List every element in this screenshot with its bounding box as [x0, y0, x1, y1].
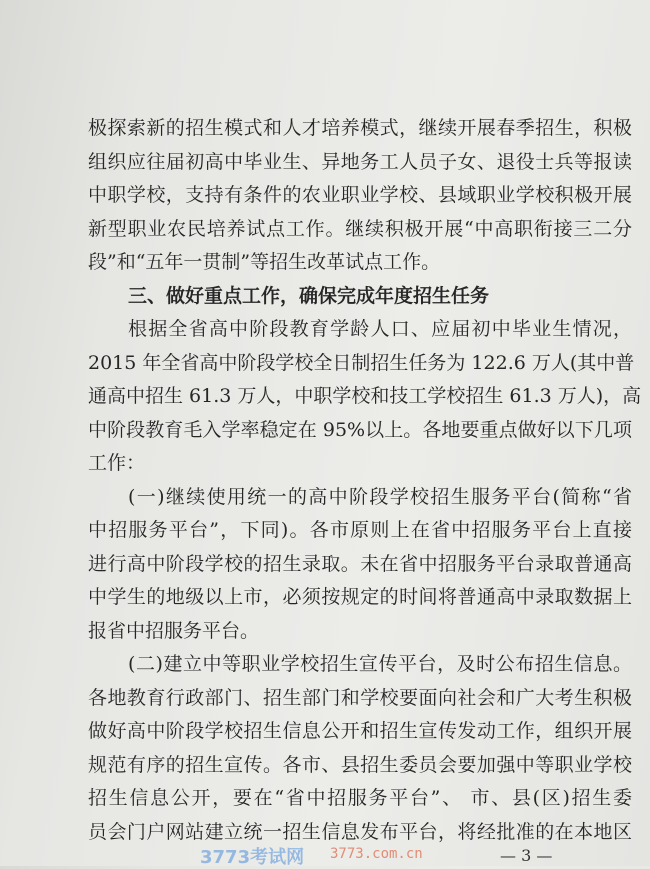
- text-line: 员会门户网站建立统一招生信息发布平台，将经批准的在本地区: [88, 820, 632, 843]
- text-line: 做好高中阶段学校招生信息公开和招生宣传发动工作，组织开展: [88, 720, 632, 742]
- text-line: 极探索新的招生模式和人才培养模式，继续开展春季招生，积极: [88, 117, 632, 139]
- paragraph: [88, 313, 642, 481]
- text-line: 各地教育行政部门、招生部门和学校要面向社会和广大考生积极: [88, 686, 632, 709]
- text-line: 规范有序的招生宣传。各市、县招生委员会要加强中等职业学校: [88, 753, 632, 776]
- text-line: 报省中招服务平台。: [88, 619, 260, 642]
- text-line: 进行高中阶段学校的招生录取。未在省中招服务平台录取普通高: [88, 552, 632, 575]
- text-line: 工作：: [88, 452, 146, 474]
- page-number: — 3 —: [500, 846, 553, 865]
- watermark-url: 3773.com.cn: [330, 846, 423, 862]
- text-line: 组织应往届初高中毕业生、异地务工人员子女、退役士兵等报读: [88, 150, 632, 173]
- document-body: [88, 112, 642, 849]
- paragraph: [88, 112, 632, 280]
- watermark-logo: 3773考试网: [200, 847, 305, 868]
- section-heading: [88, 280, 632, 314]
- text-line: 中阶段教育毛入学率稳定在 95%以上。各地要重点做好以下几项: [88, 418, 632, 441]
- text-line: 2015 年全省高中阶段学校全日制招生任务为 122.6 万人(其中普: [88, 351, 635, 374]
- paragraph: [88, 481, 632, 649]
- text-line: 中招服务平台”，下同)。各市原则上在省中招服务平台上直接: [88, 519, 632, 541]
- text-line: 中职学校，支持有条件的农业职业学校、县域职业学校积极开展: [88, 184, 632, 206]
- text-line: (一)继续使用统一的高中阶段学校招生服务平台(简称“省: [128, 485, 632, 508]
- text-line: 招生信息公开，要在“省中招服务平台”、 市、县(区)招生委: [88, 787, 632, 809]
- text-line: 新型职业农民培养试点工作。继续积极开展“中高职衔接三二分: [88, 217, 632, 240]
- text-line: 三、做好重点工作，确保完成年度招生任务: [128, 284, 490, 307]
- text-line: 通高中招生 61.3 万人，中职学校和技工学校招生 61.3 万人)，高: [88, 385, 642, 407]
- text-line: 段”和“五年一贯制”等招生改革试点工作。: [88, 251, 441, 273]
- text-line: (二)建立中等职业学校招生宣传平台，及时公布招生信息。: [128, 653, 632, 675]
- paragraph: [88, 648, 632, 849]
- text-line: 中学生的地级以上市，必须按规定的时间将普通高中录取数据上: [88, 586, 632, 608]
- text-line: 根据全省高中阶段教育学龄人口、应届初中毕业生情况，: [128, 318, 632, 340]
